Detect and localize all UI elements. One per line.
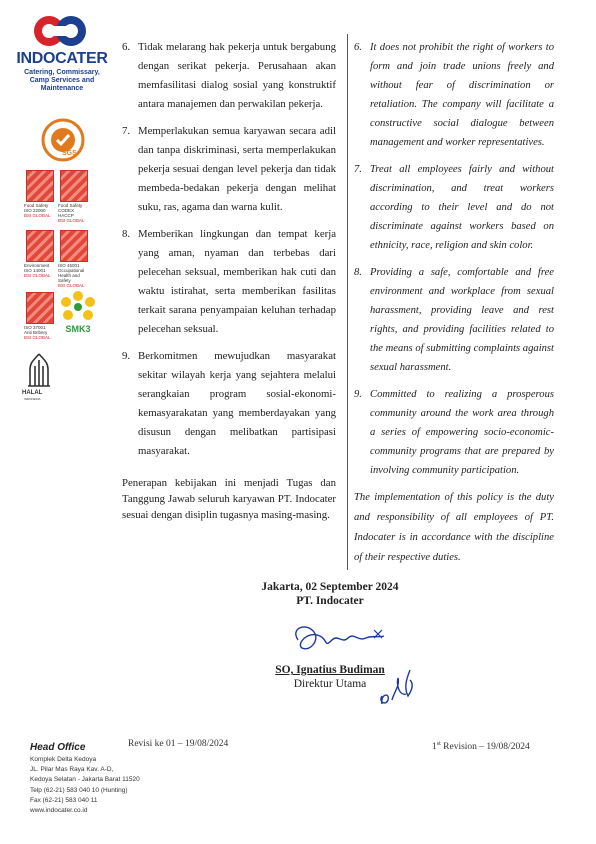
closing-paragraph: The implementation of this policy is the duty and responsibility of all employees of PT. Indocater is in accordance with the discipline of their respective duties.: [354, 492, 554, 563]
revision-left: Revisi ke 01 – 19/08/2024: [128, 739, 229, 749]
iso22000-badge-icon: [26, 170, 54, 202]
list-item: 9. Committed to realizing a prosperous community around the work area through a series of empowering socio-economic-community programs that are prepared by involving community participation.: [354, 389, 554, 476]
list-item: 8. Providing a safe, comfortable and free environment and workplace from sexual harassment, providing leave and rest rights, and providing facilities related to the means of submitting complaints against sexual harassment.: [354, 267, 554, 373]
sidebar-certifications: [0, 0, 118, 844]
signature-header: [240, 580, 420, 608]
website-link[interactable]: www.indocater.co.id: [30, 807, 88, 815]
revision-right: 1st Revision – 19/08/2024: [432, 741, 530, 753]
brand-tagline: Catering, Commissary, Camp Services and Maintenance: [24, 69, 100, 92]
list-item: 7. Memperlakukan semua karyawan secara adil dan tanpa diskriminasi, serta memperlakukan pekerja sesuai dengan level pekerja dan tidak membeda-bedakan pekerja dengan melihat suku, ras, agama dan warna kulit.: [122, 125, 336, 213]
policy-column-indonesian: [122, 38, 336, 523]
cert-label: Environment ISO 14001 BSI GLOBAL: [24, 263, 51, 278]
list-item: 9. Berkomitmen mewujudkan masyarakat sekitar wilayah kerja yang sejahtera melalui serangkaian program sosial-ekonomi-kemasyarakatan yang memberdayakan yang disusun dengan melibatkan partisipasi masyarakat.: [122, 350, 336, 457]
cert-label: ISO 37001 Anti Bribery BSI GLOBAL: [24, 325, 51, 340]
haccp-badge-icon: [60, 170, 88, 202]
cert-label: Food Safety ISO 22000 BSI GLOBAL: [24, 203, 51, 218]
place-date: Jakarta, 02 September 2024: [261, 581, 399, 593]
cert-label: Food Safety CODEX HACCP BSI GLOBAL: [58, 203, 85, 223]
halal-logo-icon: [24, 352, 54, 390]
sgs-certification-icon: [38, 115, 88, 165]
iso45001-badge-icon: [60, 230, 88, 262]
head-office-address: Komplek Delta Kedoya JL. Pilar Mas Raya Kav. A-D, Kedoya Selatan - Jakarta Barat 11520 Telp (62-21) 583 040 10 (Hunting) Fax (62-21) 583 040 11 www.indocater.co.id: [30, 755, 140, 816]
list-item: 7. Treat all employees fairly and without discrimination, and treat workers according to their level and do not discriminate against workers based on ethnicity, race, religion and skin color.: [354, 164, 554, 251]
list-item: 8. Memberikan lingkungan dan tempat kerja yang aman, nyaman dan terbebas dari pelecehan seksual, memberikan hak cuti dan waktu istirahat, serta memberikan fasilitas terkait sarana penyampaian keluhan terhadap pelecehan seksual.: [122, 228, 336, 335]
sgs-label: SGS: [62, 150, 77, 157]
halal-label: HALAL: [22, 390, 43, 396]
closing-paragraph: Penerapan kebijakan ini menjadi Tugas dan Tanggung Jawab seluruh karyawan PT. Indocater sesuai dengan disiplin tugasnya masing-masing.: [122, 477, 336, 521]
column-divider: [347, 34, 348, 570]
cert-label: ISO 45001 Occupational Health and Safety BSI GLOBAL: [58, 263, 85, 288]
smk3-logo-icon: [56, 288, 100, 336]
halal-sub-label: INDONESIA: [24, 397, 41, 401]
iso37001-badge-icon: [26, 292, 54, 324]
list-item: 6. It does not prohibit the right of workers to form and join trade unions freely and without fear of discrimination or retaliation. The company will facilitate a constructive social dialogue between management and worker representatives.: [354, 42, 554, 148]
list-item: 6. Tidak melarang hak pekerja untuk bergabung dengan serikat pekerja. Perusahaan akan memfasilitasi dialog sosial yang konstruktif antara manajemen dan perwakilan pekerja.: [122, 41, 336, 110]
initial-paraf-icon: [372, 666, 420, 710]
head-office-title: Head Office: [30, 742, 86, 753]
smk3-label: SMK3: [65, 324, 91, 334]
signer-title: Direktur Utama: [293, 678, 367, 690]
indocater-logo-icon: [32, 14, 88, 48]
brand-name: INDOCATER: [16, 50, 108, 67]
iso14001-badge-icon: [26, 230, 54, 262]
handwritten-signature-icon: [284, 618, 394, 658]
signer-name: SO, Ignatius Budiman: [275, 664, 385, 676]
company-name: PT. Indocater: [296, 595, 364, 607]
policy-column-english: [354, 38, 554, 568]
